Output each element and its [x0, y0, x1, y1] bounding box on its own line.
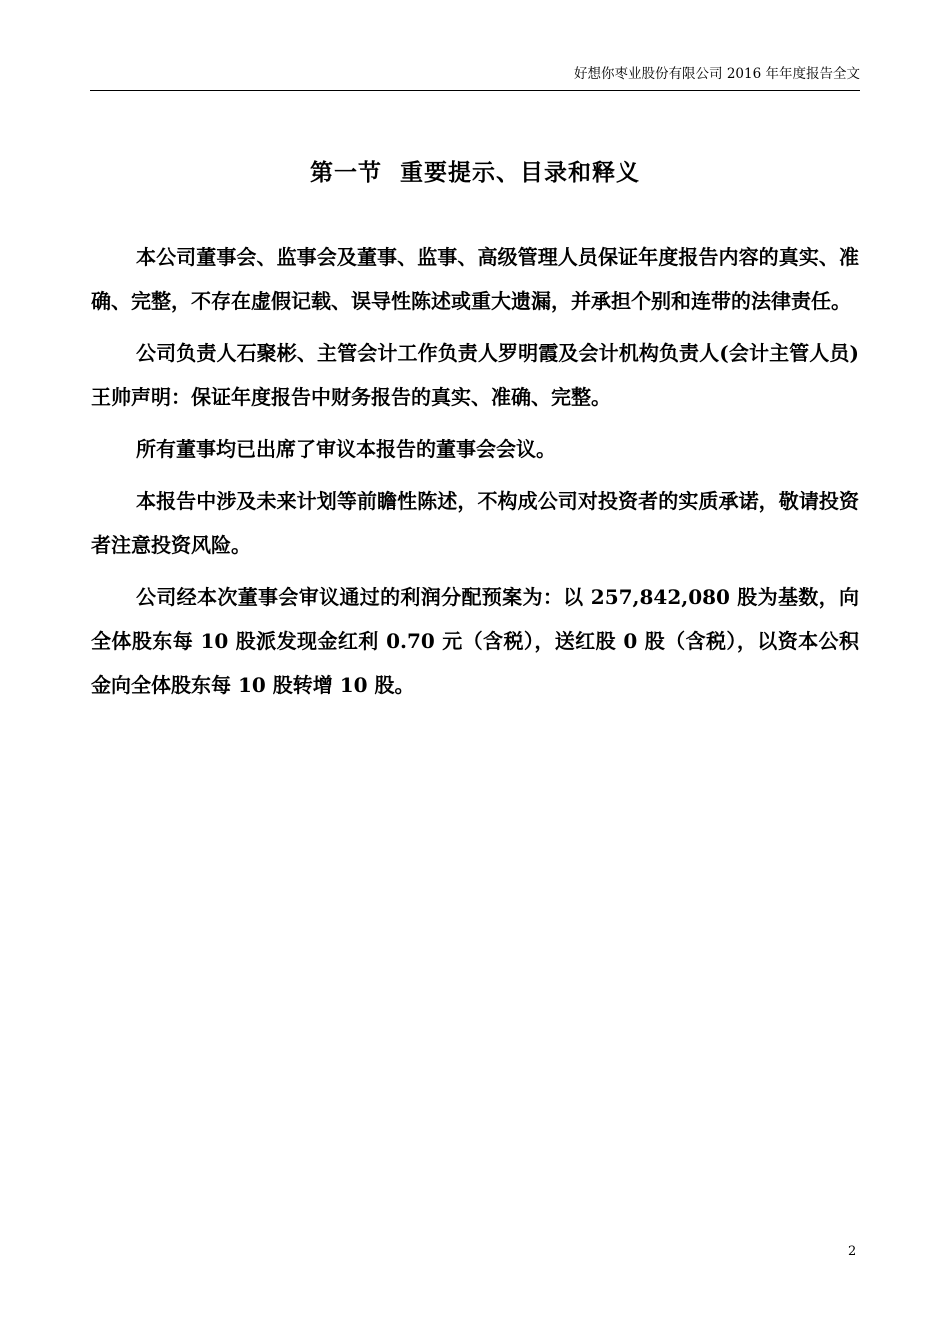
- page-number: 2: [848, 1244, 857, 1259]
- paragraph-forward-looking: 本报告中涉及未来计划等前瞻性陈述，不构成公司对投资者的实质承诺，敬请投资者注意投资风险。: [91, 489, 859, 557]
- paragraph-board-attendance: 所有董事均已出席了审议本报告的董事会会议。: [136, 437, 556, 461]
- section-title: 第一节 重要提示、目录和释义: [309, 159, 640, 186]
- page-header: [90, 64, 860, 91]
- document-body: [91, 235, 859, 715]
- paragraph-board-guarantee: 本公司董事会、监事会及董事、监事、高级管理人员保证年度报告内容的真实、准确、完整，不存在虚假记载、误导性陈述或重大遗漏，并承担个别和连带的法律责任。: [91, 245, 859, 313]
- paragraph-financial-statement: 公司负责人石聚彬、主管会计工作负责人罗明霞及会计机构负责人(会计主管人员)王帅声明：保证年度报告中财务报告的真实、准确、完整。: [91, 341, 859, 409]
- paragraph-profit-distribution: 公司经本次董事会审议通过的利润分配预案为：以 257,842,080 股为基数，向全体股东每 10 股派发现金红利 0.70 元（含税），送红股 0 股（含税），以资本公积金向全体股东每 10 股转增 10 股。: [91, 585, 859, 697]
- header-text: 好想你枣业股份有限公司 2016 年年度报告全文: [574, 66, 860, 82]
